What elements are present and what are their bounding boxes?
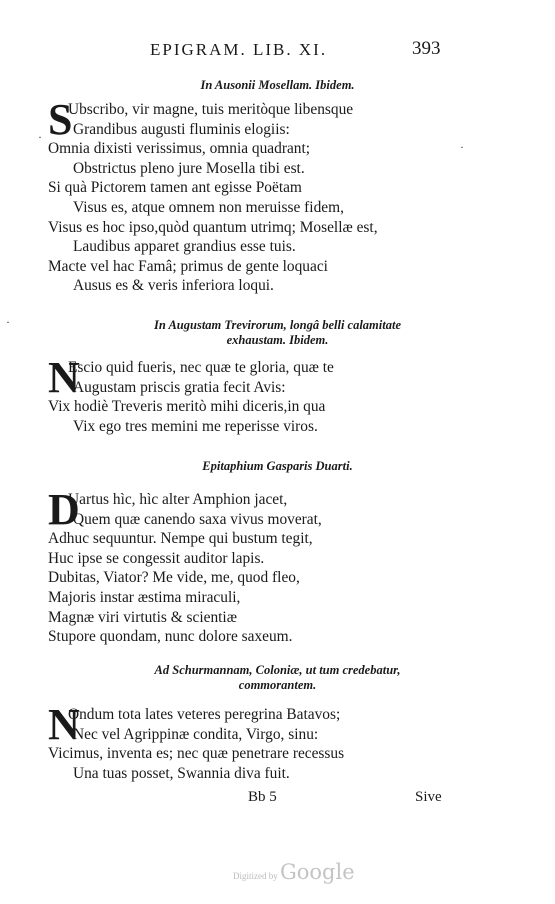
verse-line: Obstrictus pleno jure Mosella tibi est. [73, 159, 305, 177]
poem-body [48, 485, 322, 647]
verse-line: Laudibus apparet grandius esse tuis. [73, 238, 296, 256]
watermark [233, 860, 355, 884]
verse-line: Nec vel Agrippinæ condita, Virgo, sinu: [73, 725, 319, 743]
verse-line: Huc ipse se congessit auditor lapis. [48, 549, 265, 567]
running-title: EPIGRAM. LIB. XI. [150, 40, 328, 59]
verse-line: Visus es, atque omnem non meruisse fidem, [73, 198, 344, 216]
poem-title-line: commorantem. [238, 678, 317, 692]
verse-line: Omnia dixisti verissimus, omnia quadrant; [48, 140, 311, 158]
poem-title-line: In Augustam Trevirorum, longâ belli calamitate [153, 318, 401, 332]
watermark-brand: Google [280, 860, 355, 884]
print-mark: · [38, 130, 42, 144]
verse-line: Si quà Pictorem tamen ant egisse Poëtam [48, 179, 302, 197]
drop-cap: D [48, 485, 80, 534]
verse-line: Visus es hoc ipso,quòd quantum utrimq; Mosellæ est, [48, 218, 378, 236]
watermark-prefix: Digitized by [233, 871, 278, 881]
verse-line: Ubscribo, vir magne, tuis meritòque libensque [68, 101, 354, 118]
print-mark: · [460, 140, 464, 154]
poem-title-line: Ad Schurmannam, Coloniæ, ut tum credebatur, [154, 663, 401, 677]
drop-cap: N [48, 353, 80, 402]
verse-line: Magnæ viri virtutis & scientiæ [48, 608, 237, 626]
drop-cap: S [48, 95, 73, 144]
verse-line: Escio quid fueris, nec quæ te gloria, quæ te [68, 359, 334, 376]
running-header [150, 40, 470, 60]
verse-line: Una tuas posset, Swannia diva fuit. [73, 764, 290, 782]
verse-line: Dubitas, Viator? Me vide, me, quod fleo, [48, 569, 300, 587]
verse-line: Ausus es & veris inferiora loqui. [73, 277, 274, 295]
verse-line: Adhuc sequuntur. Nempe qui bustum tegit, [48, 530, 313, 548]
poem-title [0, 459, 555, 474]
verse-line: Ondum tota lates veteres peregrina Batavos; [68, 706, 341, 723]
verse-line: Quem quæ canendo saxa vivus moverat, [73, 510, 322, 528]
page-number: 393 [412, 38, 441, 59]
print-mark: · [6, 315, 10, 329]
poem-title [0, 318, 555, 348]
verse-line: Stupore quondam, nunc dolore saxeum. [48, 628, 293, 646]
verse-line: Macte vel hac Famâ; primus de gente loquaci [48, 257, 328, 275]
verse-line: Majoris instar æstima miraculi, [48, 588, 241, 606]
verse-line: Grandibus augusti fluminis elogiis: [73, 120, 290, 138]
poem-body [48, 700, 345, 783]
poem-body [48, 353, 334, 436]
verse-line: Uartus hìc, hìc alter Amphion jacet, [68, 491, 288, 508]
verse-line: Vix ego tres memini me reperisse viros. [73, 417, 318, 435]
drop-cap: N [48, 700, 80, 749]
poem-title-line: exhaustam. Ibidem. [226, 333, 329, 347]
catchword: Sive [415, 789, 442, 805]
poem-title-line: Epitaphium Gasparis Duarti. [202, 459, 353, 473]
verse-line: Vicimus, inventa es; nec quæ penetrare recessus [48, 745, 345, 763]
signature-mark: Bb 5 [248, 789, 277, 805]
poem-title [0, 663, 555, 693]
verse-line: Vix hodiè Treveris meritò mihi diceris,in qua [48, 398, 326, 416]
poem-body [48, 95, 378, 296]
poem-title [0, 78, 555, 93]
verse-line: Augustam priscis gratia fecit Avis: [73, 378, 286, 396]
poem-title-line: In Ausonii Mosellam. Ibidem. [200, 78, 355, 92]
